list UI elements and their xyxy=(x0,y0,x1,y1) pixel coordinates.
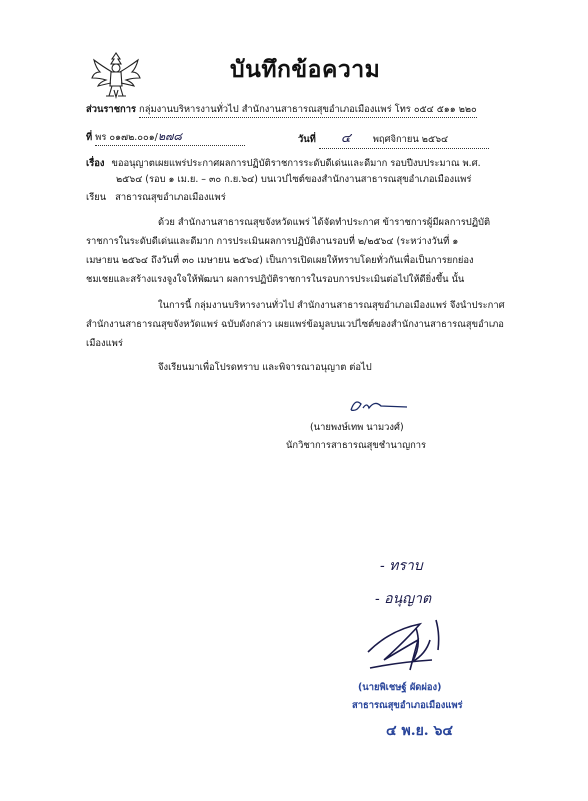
approver-position: สาธารณสุขอำเภอเมืองแพร่ xyxy=(352,700,463,711)
ref-handwritten: ๒๗๘ xyxy=(157,130,182,143)
date-value xyxy=(319,127,489,149)
ref-label: ที่ xyxy=(86,132,93,143)
ref-number: พร ๐๑๗๒.๐๐๑/ xyxy=(95,132,158,143)
date-rest: พฤศจิกายน ๒๕๖๔ xyxy=(372,134,449,145)
signer-name: (นายพงษ์เทพ นามวงศ์) xyxy=(310,422,404,433)
ref-value xyxy=(95,127,245,146)
body-p1-line-1: ด้วย สำนักงานสาธารณสุขจังหวัดแพร่ ได้จัดทำประกาศ ข้าราชการผู้มีผลการปฏิบัติ xyxy=(158,217,491,228)
date-day: ๔ xyxy=(340,131,351,146)
body-p1-line-2: ราชการในระดับดีเด่นและดีมาก การประเมินผลการปฏิบัติงานรอบที่ ๒/๒๕๖๔ (ระหว่างวันที่ ๑ xyxy=(86,236,459,247)
body-p2-line-2: สำนักงานสาธารณสุขจังหวัดแพร่ ฉบับดังกล่าว เผยแพร่ข้อมูลบนเวปไซต์ของสำนักงานสาธารณสุขอำเภอ xyxy=(86,319,504,330)
closing-line: จึงเรียนมาเพื่อโปรดทราบ และพิจารณาอนุญาต ต่อไป xyxy=(158,362,372,373)
subject-row xyxy=(86,156,481,171)
document-title: บันทึกข้อความ xyxy=(230,57,381,83)
body-p1-line-4: ชมเชยและสร้างแรงจูงใจให้พัฒนา ผลการปฏิบัติราชการในรอบการประเมินต่อไปให้ดียิ่งขึ้น นั้น xyxy=(86,274,465,285)
to-row xyxy=(86,190,226,205)
date-label: วันที่ xyxy=(298,134,316,145)
body-p1-line-3: เมษายน ๒๕๖๔ ถึงวันที่ ๓๐ เมษายน ๒๕๖๔) เป็นการเปิดเผยให้ทราบโดยทั่วกันเพื่อเป็นการยกย่อง xyxy=(86,255,474,266)
body-p2-line-1: ในการนี้ กลุ่มงานบริหารงานทั่วไป สำนักงานสาธารณสุขอำเภอเมืองแพร่ จึงนำประกาศ xyxy=(158,300,505,311)
agency-row xyxy=(86,102,477,118)
signature-2 xyxy=(360,610,460,675)
approval-date: ๔ พ.ย. ๖๔ xyxy=(386,723,454,739)
approval-note-2: - อนุญาต xyxy=(375,591,432,607)
agency-label: ส่วนราชการ xyxy=(86,104,137,115)
date-group xyxy=(298,127,489,149)
to-value: สาธารณสุขอำเภอเมืองแพร่ xyxy=(115,192,226,203)
to-label: เรียน xyxy=(86,192,107,203)
garuda-emblem-icon xyxy=(90,50,142,100)
subject-line-1: ขออนุญาตเผยแพร่ประกาศผลการปฏิบัติราชการระดับดีเด่นและดีมาก รอบปีงบประมาณ พ.ศ. xyxy=(111,158,481,169)
signature-1 xyxy=(345,396,415,418)
subject-line-2: ๒๕๖๔ (รอบ ๑ เม.ย. – ๓๐ ก.ย.๖๔) บนเวปไซต์ของสำนักงานสาธารณสุขอำเภอเมืองแพร่ xyxy=(116,174,472,185)
approver-name: (นายพิเชษฐ์ ผัดผ่อง) xyxy=(358,682,442,693)
signer-position: นักวิชาการสาธารณสุขชำนาญการ xyxy=(286,440,427,451)
approval-note-1: - ทราบ xyxy=(380,558,423,574)
agency-value: กลุ่มงานบริหารงานทั่วไป สำนักงานสาธารณสุขอำเภอเมืองแพร่ โทร ๐๕๔ ๕๑๑ ๒๒๐ xyxy=(139,102,477,118)
subject-label: เรื่อง xyxy=(86,158,105,169)
ref-date-row xyxy=(86,127,506,146)
body-p2-line-3: เมืองแพร่ xyxy=(86,338,123,349)
